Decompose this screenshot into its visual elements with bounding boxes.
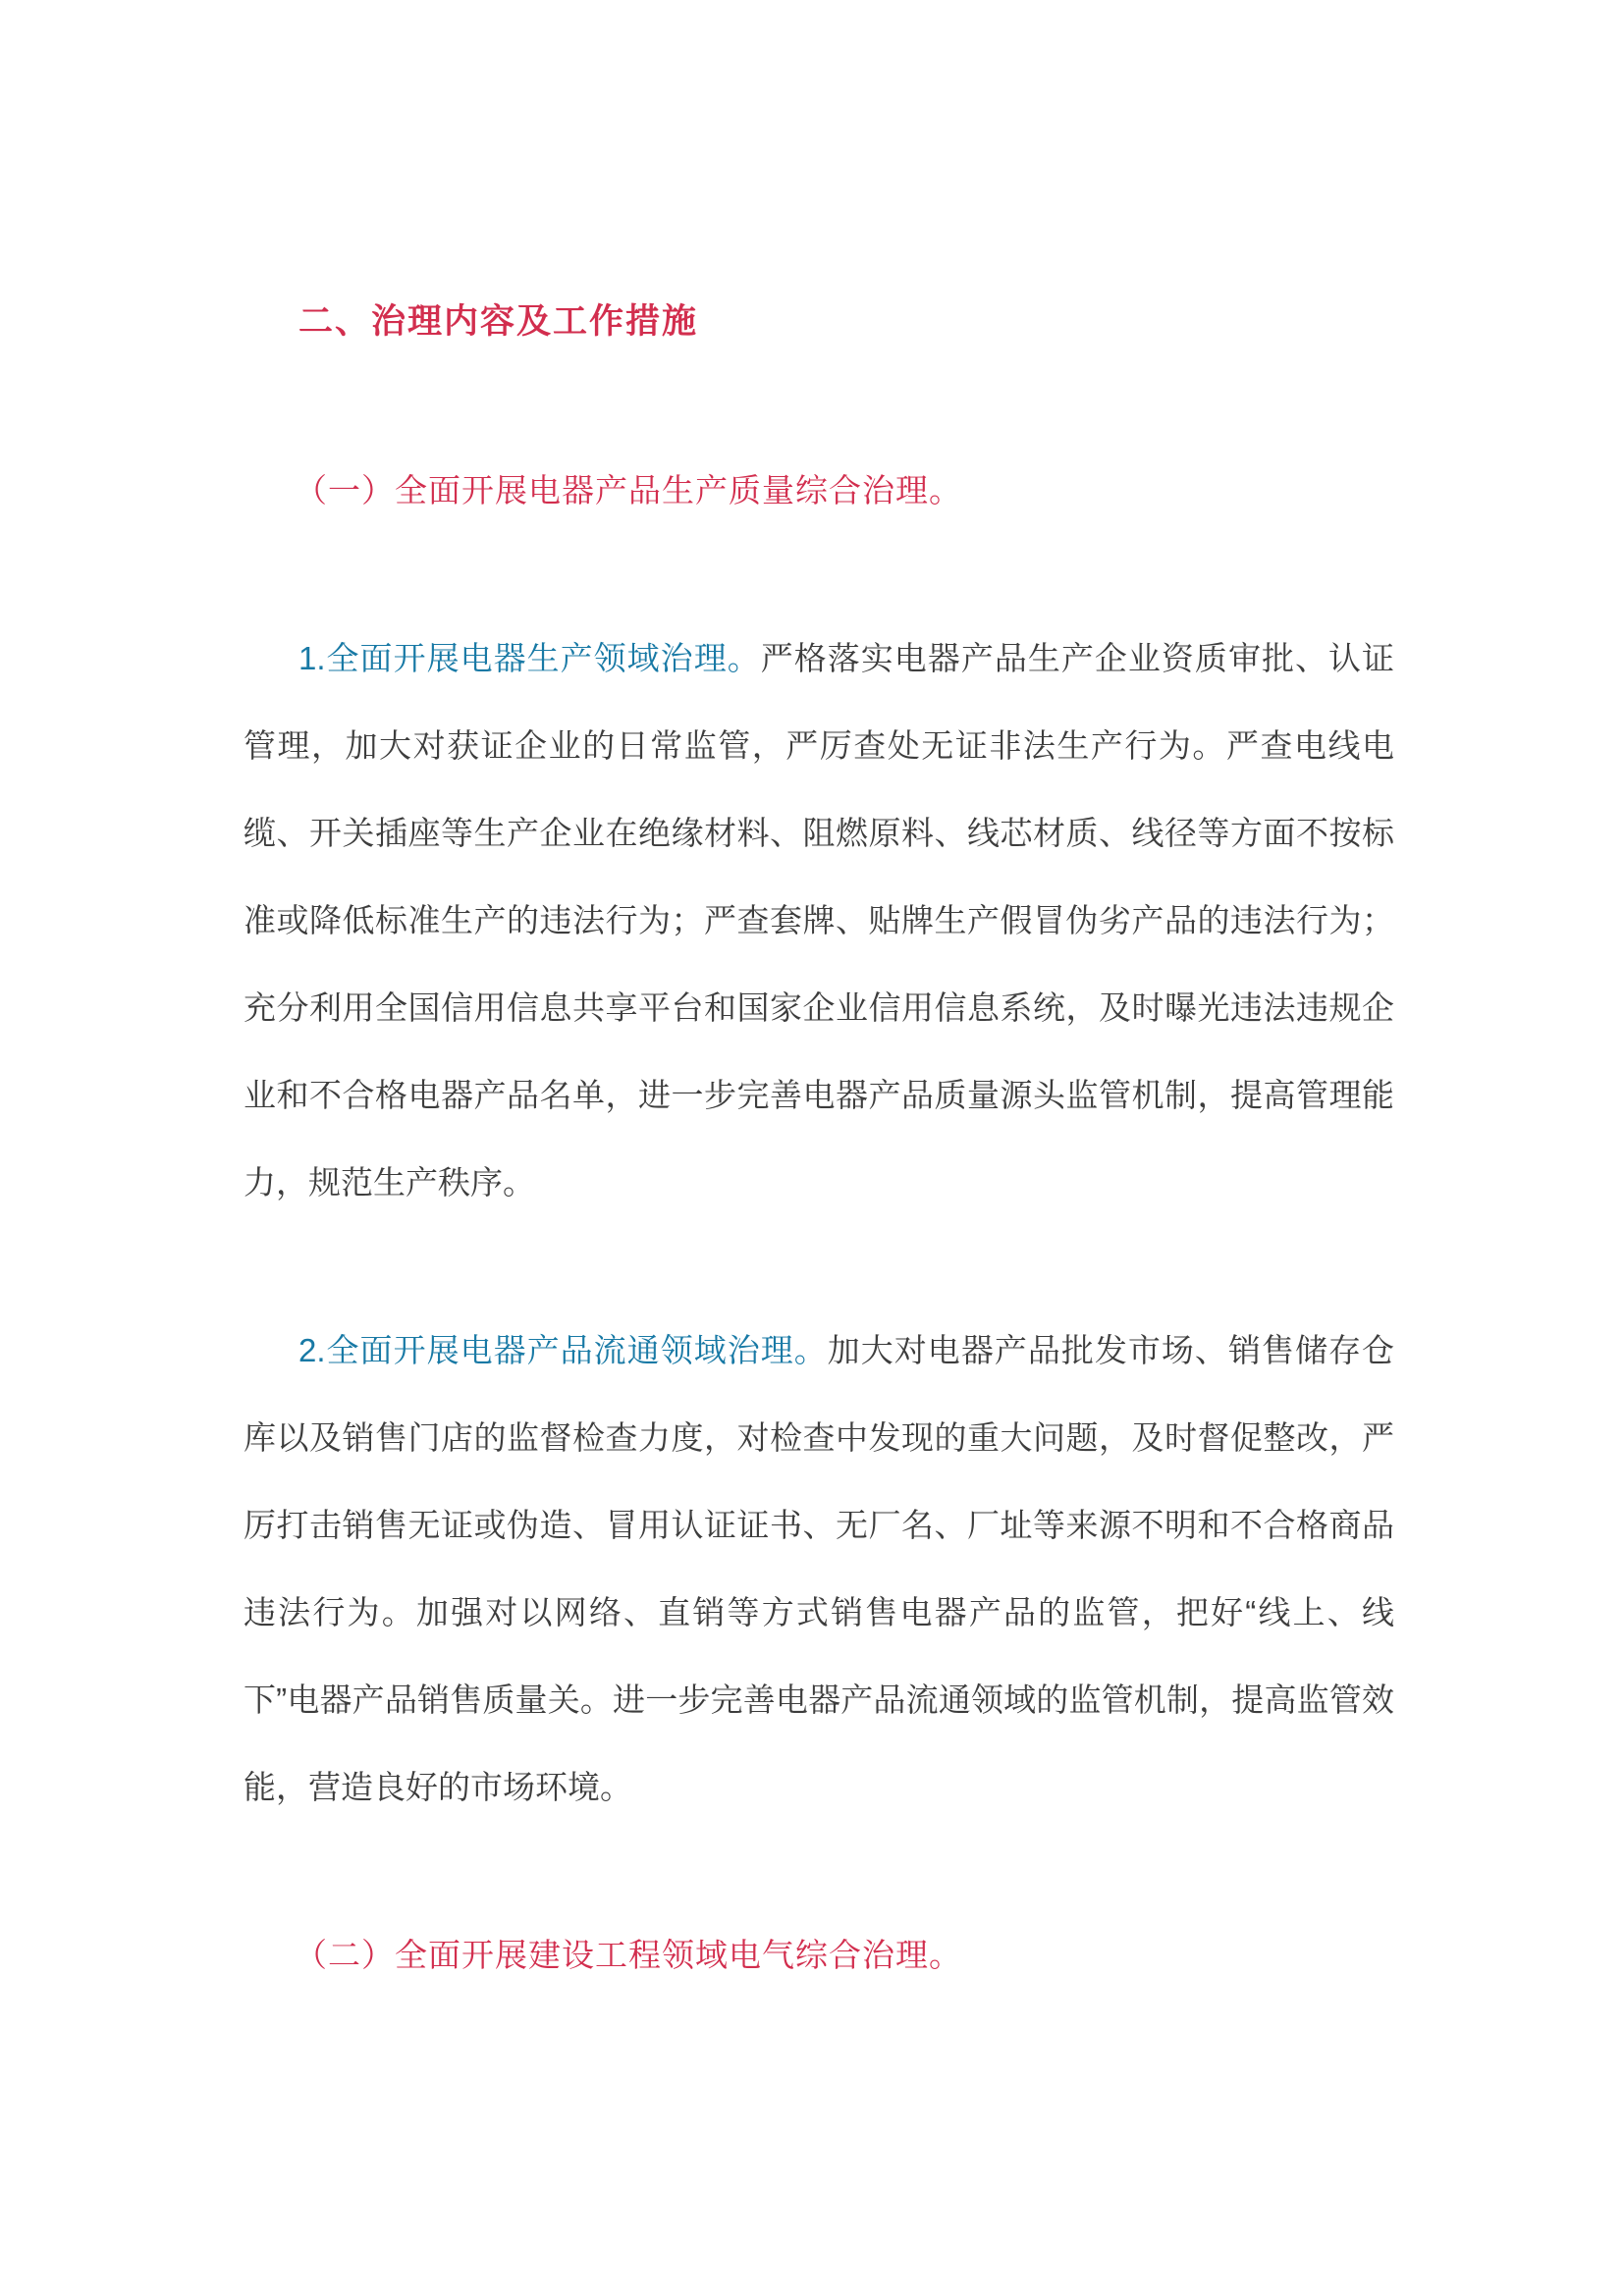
paragraph-2-lead: 2.全面开展电器产品流通领域治理。: [298, 1332, 828, 1368]
paragraph-1: [244, 614, 1394, 1226]
paragraph-1-lead: 1.全面开展电器生产领域治理。: [298, 640, 761, 676]
paragraph-2: [244, 1307, 1394, 1831]
subsection-1-heading: （一）全面开展电器产品生产质量综合治理。: [295, 472, 962, 508]
section-title: 二、治理内容及工作措施: [298, 302, 699, 341]
subsection-2-heading: （二）全面开展建设工程领域电气综合治理。: [295, 1937, 962, 1973]
paragraph-1-body: 严格落实电器产品生产企业资质审批、认证管理，加大对获证企业的日常监管，严厉查处无证非法生产行为。严查电线电缆、开关插座等生产企业在绝缘材料、阻燃原料、线芯材质、线径等方面不按标准或降低标准生产的违法行为；严查套牌、贴牌生产假冒伪劣产品的违法行为；充分利用全国信用信息共享平台和国家企业信用信息系统，及时曝光违法违规企业和不合格电器产品名单，进一步完善电器产品质量源头监管机制，提高管理能力，规范生产秩序。: [244, 640, 1394, 1201]
paragraph-2-body: 加大对电器产品批发市场、销售储存仓库以及销售门店的监督检查力度，对检查中发现的重大问题，及时督促整改，严厉打击销售无证或伪造、冒用认证证书、无厂名、厂址等来源不明和不合格商品违法行为。加强对以网络、直销等方式销售电器产品的监管，把好“线上、线下”电器产品销售质量关。进一步完善电器产品流通领域的监管机制，提高监管效能，营造良好的市场环境。: [244, 1332, 1394, 1805]
